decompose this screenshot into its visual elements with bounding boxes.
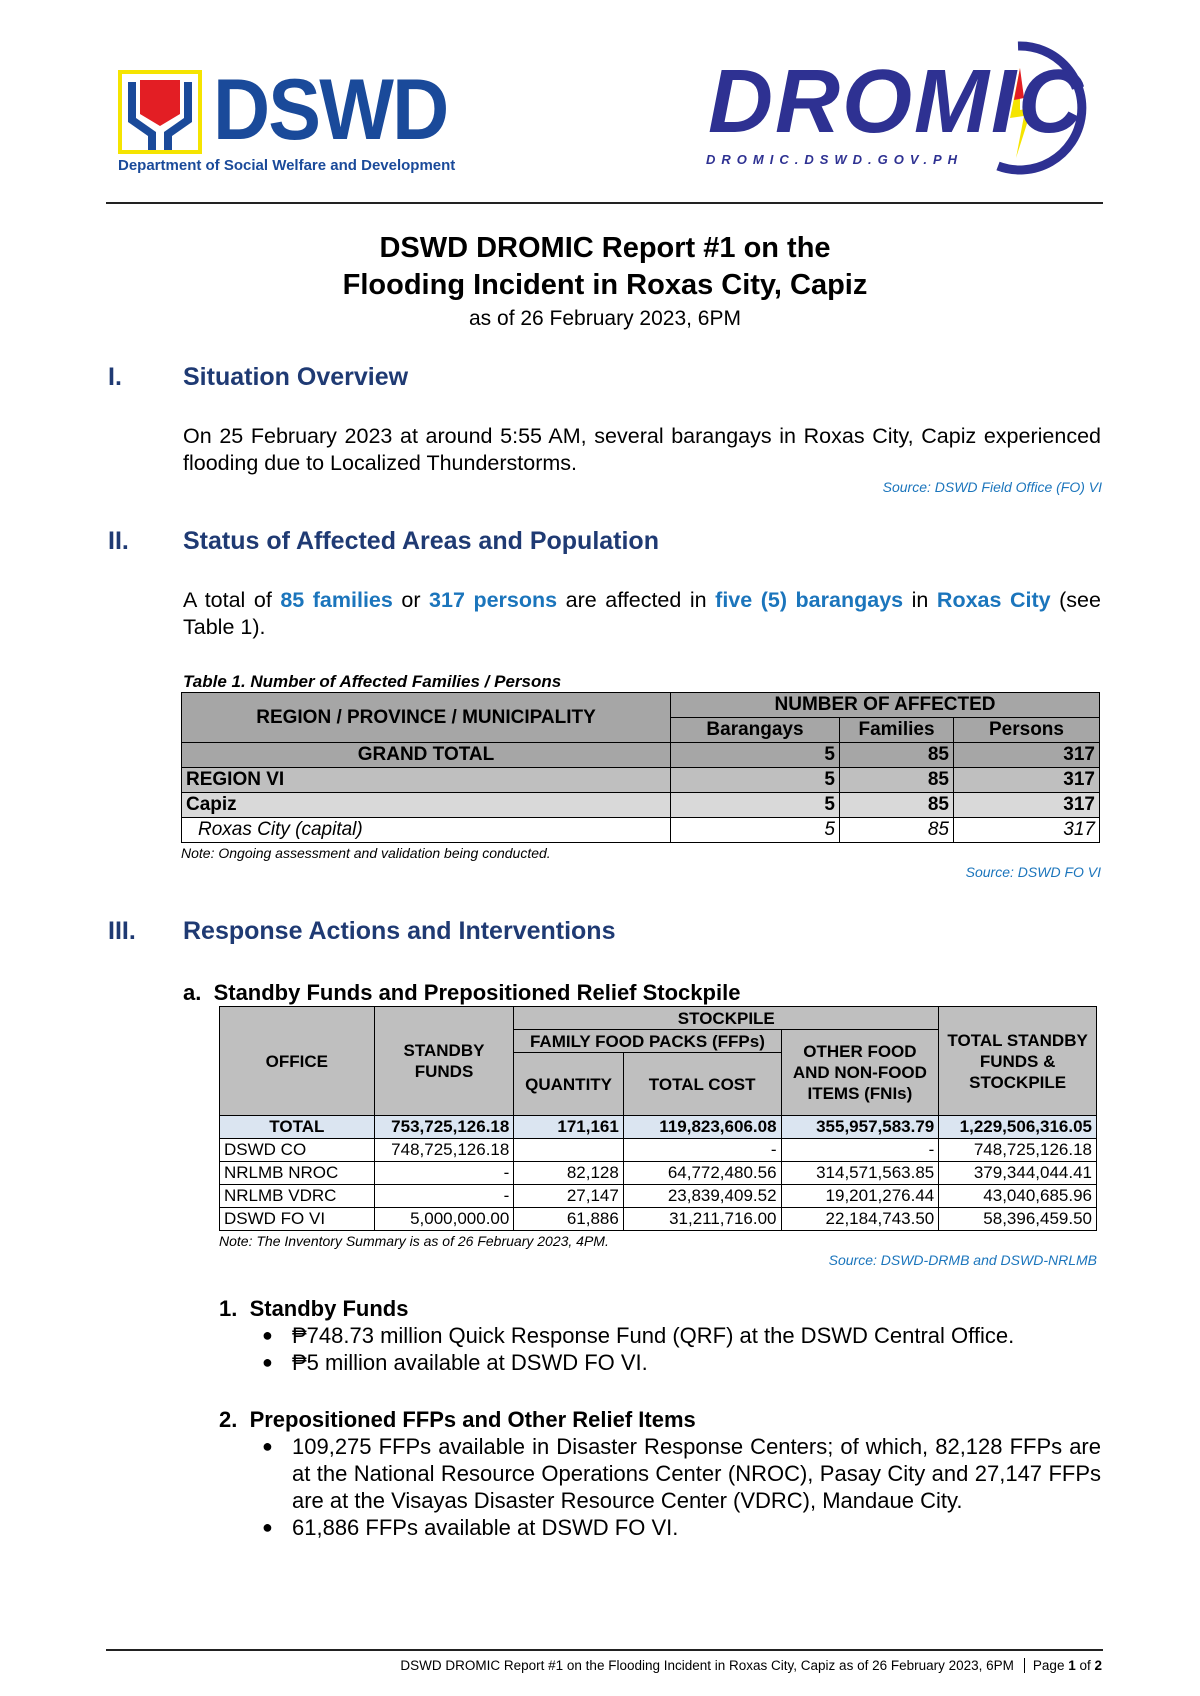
table-2-note: Note: The Inventory Summary is as of 26 February 2023, 4PM.	[219, 1233, 609, 1249]
table-row: DSWD FO VI 5,000,000.00 61,886 31,211,716.00 22,184,743.50 58,396,459.50	[220, 1208, 1097, 1231]
dswd-emblem-icon	[118, 70, 202, 154]
table-row: Capiz 5 85 317	[182, 793, 1100, 818]
list-item	[219, 1433, 1101, 1514]
list-item	[219, 1514, 1101, 1541]
footer-divider	[106, 1649, 1103, 1651]
prepositioned-bullet: 109,275 FFPs available in Disaster Response Centers; of which, 82,128 FFPs are at the National Resource Operations Center (NROC), Pasay City and 27,147 FFPs are at the Visayas Disaster Resource Center (VDRC), Mandaue City.	[292, 1434, 1101, 1513]
situation-source: Source: DSWD Field Office (FO) VI	[882, 479, 1102, 495]
table-1-note: Note: Ongoing assessment and validation being conducted.	[181, 845, 551, 861]
table-1-source: Source: DSWD FO VI	[965, 864, 1101, 880]
table-row: DSWD CO 748,725,126.18 - - 748,725,126.18	[220, 1139, 1097, 1162]
bullet-icon: ●	[262, 1325, 273, 1345]
section-3-number: III.	[108, 917, 136, 945]
table-2-source: Source: DSWD-DRMB and DSWD-NRLMB	[828, 1252, 1097, 1268]
report-date: as of 26 February 2023, 6PM	[469, 307, 741, 330]
standby-funds-heading: 1. Standby Funds	[219, 1296, 409, 1321]
section-2-number: II.	[108, 527, 129, 555]
subsection-a-heading: a. Standby Funds and Prepositioned Relief Stockpile	[183, 980, 741, 1005]
situation-text: On 25 February 2023 at around 5:55 AM, several barangays in Roxas City, Capiz experienced flooding due to Localized Thunderstorms.	[183, 424, 1101, 475]
table-row: Roxas City (capital) 5 85 317	[182, 818, 1100, 843]
section-1-number: I.	[108, 363, 122, 391]
report-title-line1: DSWD DROMIC Report #1 on the	[379, 232, 831, 264]
section-3-body	[183, 980, 1103, 1541]
table-row: GRAND TOTAL 5 85 317	[182, 743, 1100, 768]
bullet-icon: ●	[262, 1436, 273, 1456]
section-1-heading: Situation Overview	[183, 363, 409, 391]
table-1-block	[181, 672, 1101, 881]
table-row: NRLMB VDRC - 27,147 23,839,409.52 19,201,276.44 43,040,685.96	[220, 1185, 1097, 1208]
footer: DSWD DROMIC Report #1 on the Flooding Incident in Roxas City, Capiz as of 26 February 2023, 6PM Page 1 of 2	[400, 1658, 1102, 1673]
bullet-icon: ●	[262, 1517, 273, 1537]
list-item	[219, 1322, 1101, 1349]
table-row: NRLMB NROC - 82,128 64,772,480.56 314,571,563.85 379,344,044.41	[220, 1162, 1097, 1185]
affected-table: REGION / PROVINCE / MUNICIPALITY NUMBER OF AFFECTED Barangays Families Persons GRAND TOTAL 5 85 317 REGION VI 5 85 317 Capiz 5 85 317 Roxas City (capital) 5 85 317	[181, 692, 1100, 843]
section-2-heading: Status of Affected Areas and Population	[183, 527, 659, 555]
dswd-logo: DSWD Department of Social Welfare and Development	[118, 62, 456, 174]
affected-summary: A total of 85 families or 317 persons are affected in five (5) barangays in Roxas City (see Table 1).	[183, 588, 1101, 639]
section-3-heading: Response Actions and Interventions	[183, 917, 616, 945]
header-divider	[106, 202, 1103, 204]
response-lists	[219, 1295, 1101, 1541]
dromic-logo: DROMIC DROMIC.DSWD.GOV.PH	[700, 38, 1100, 178]
table-1-caption: Table 1. Number of Affected Families / Persons	[183, 672, 562, 691]
prepositioned-heading: 2. Prepositioned FFPs and Other Relief Items	[219, 1407, 696, 1432]
report-title-line2: Flooding Incident in Roxas City, Capiz	[342, 269, 868, 301]
table-row: REGION VI 5 85 317	[182, 768, 1100, 793]
bullet-icon: ●	[262, 1352, 273, 1372]
standby-bullet: ₱748.73 million Quick Response Fund (QRF) at the DSWD Central Office.	[292, 1323, 1015, 1348]
stockpile-table: OFFICE STANDBY FUNDS STOCKPILE TOTAL STANDBY FUNDS & STOCKPILE FAMILY FOOD PACKS (FFPs) OTHER FOOD AND NON-FOOD ITEMS (FNIs) QUANTITY TOTAL COST TOTAL 753,725,126.18 171,161 119,823,606.08 355,957,583.79 1,229,506,316.05 DSWD CO 748,725,126.18 - - 748,725,126.18 NRLMB NROC - 82,128 64,772,480.56 314,571,563.85 379,344,044.41 NRLMB VDRC - 27,147 23,839,409.52 19,201,276.44 43,040,685.96 DSWD FO VI 5,000,000.00 61,886 31,211,716.00 22,184,743.50 58,396,459.50	[219, 1006, 1097, 1231]
prepositioned-bullet: 61,886 FFPs available at DSWD FO VI.	[292, 1515, 679, 1540]
list-item	[219, 1349, 1101, 1376]
table-2-block	[219, 1006, 1099, 1269]
standby-bullet: ₱5 million available at DSWD FO VI.	[292, 1350, 648, 1375]
page-number: Page 1 of 2	[1024, 1658, 1102, 1673]
table-row: TOTAL 753,725,126.18 171,161 119,823,606.08 355,957,583.79 1,229,506,316.05	[220, 1116, 1097, 1139]
